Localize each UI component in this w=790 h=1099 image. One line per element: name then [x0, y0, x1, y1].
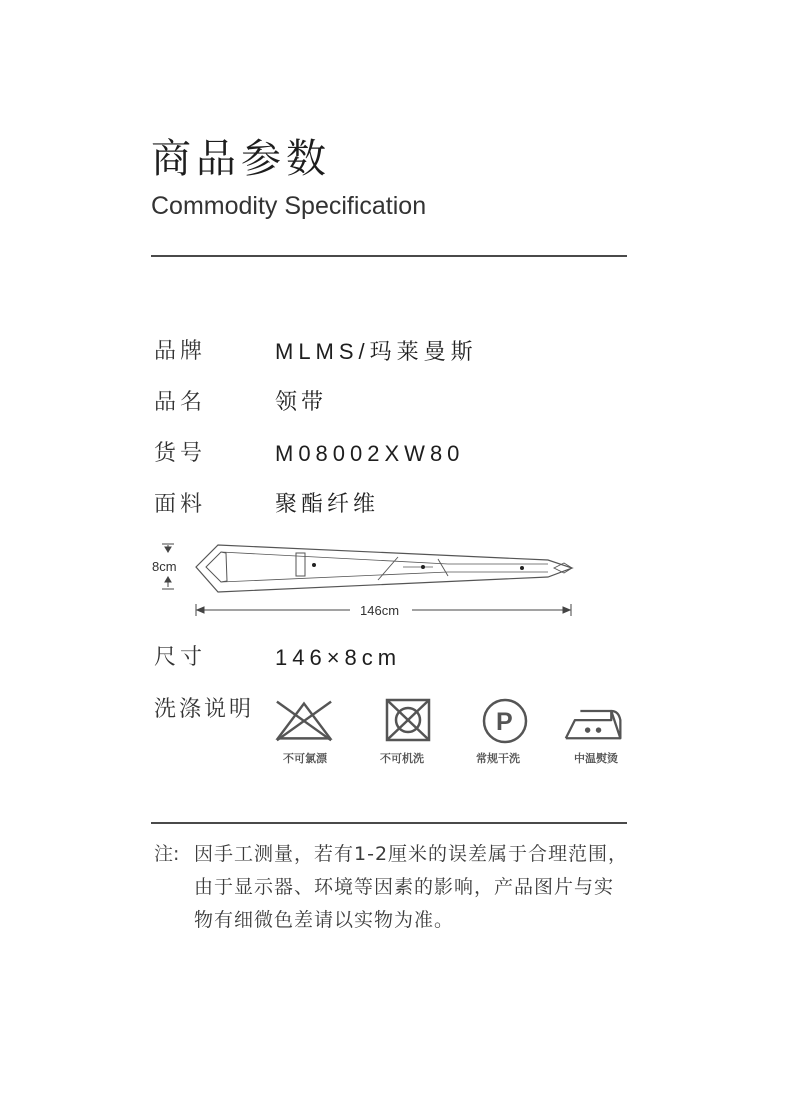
tie-dimension-diagram — [148, 536, 580, 622]
spec-value-fabric: 聚酯纤维 — [275, 492, 380, 517]
tie-outline — [196, 545, 572, 592]
dry-clean-p-icon — [475, 697, 535, 745]
spec-value-sku: M08002XW80 — [275, 441, 465, 466]
spec-label-brand: 品牌 — [154, 339, 207, 364]
note-label: 注: — [154, 843, 180, 865]
length-label: 146cm — [360, 603, 400, 618]
spec-value-brand: MLMS/玛莱曼斯 — [275, 339, 478, 364]
note-line-2: 由于显示器、环境等因素的影响，产品图片与实 — [194, 876, 615, 898]
care-caption-no-machine-wash: 不可机洗 — [380, 752, 424, 765]
spec-label-name: 品名 — [154, 390, 207, 415]
spec-label-sku: 货号 — [154, 441, 207, 466]
no-bleach-icon — [274, 697, 334, 743]
spec-label-fabric: 面料 — [154, 492, 207, 517]
top-divider — [151, 255, 627, 257]
bottom-divider — [151, 822, 627, 824]
iron-medium-icon — [564, 698, 624, 744]
page-subtitle: Commodity Specification — [151, 192, 427, 220]
page-title: 商品参数 — [151, 136, 331, 182]
care-label: 洗涤说明 — [154, 697, 255, 722]
care-caption-dry-clean: 常规干洗 — [476, 752, 520, 765]
size-value: 146×8cm — [275, 645, 402, 670]
height-label: 8cm — [152, 559, 177, 574]
care-caption-iron: 中温熨烫 — [574, 752, 618, 765]
spec-value-name: 领带 — [275, 390, 328, 415]
svg-text:P: P — [496, 708, 513, 736]
care-caption-no-bleach: 不可氯漂 — [283, 752, 327, 765]
size-label: 尺寸 — [154, 645, 207, 670]
note-line-3: 物有细微色差请以实物为准。 — [194, 909, 455, 931]
note-line-1: 因手工测量，若有1-2厘米的误差属于合理范围， — [194, 843, 629, 865]
no-machine-wash-icon — [378, 697, 438, 743]
